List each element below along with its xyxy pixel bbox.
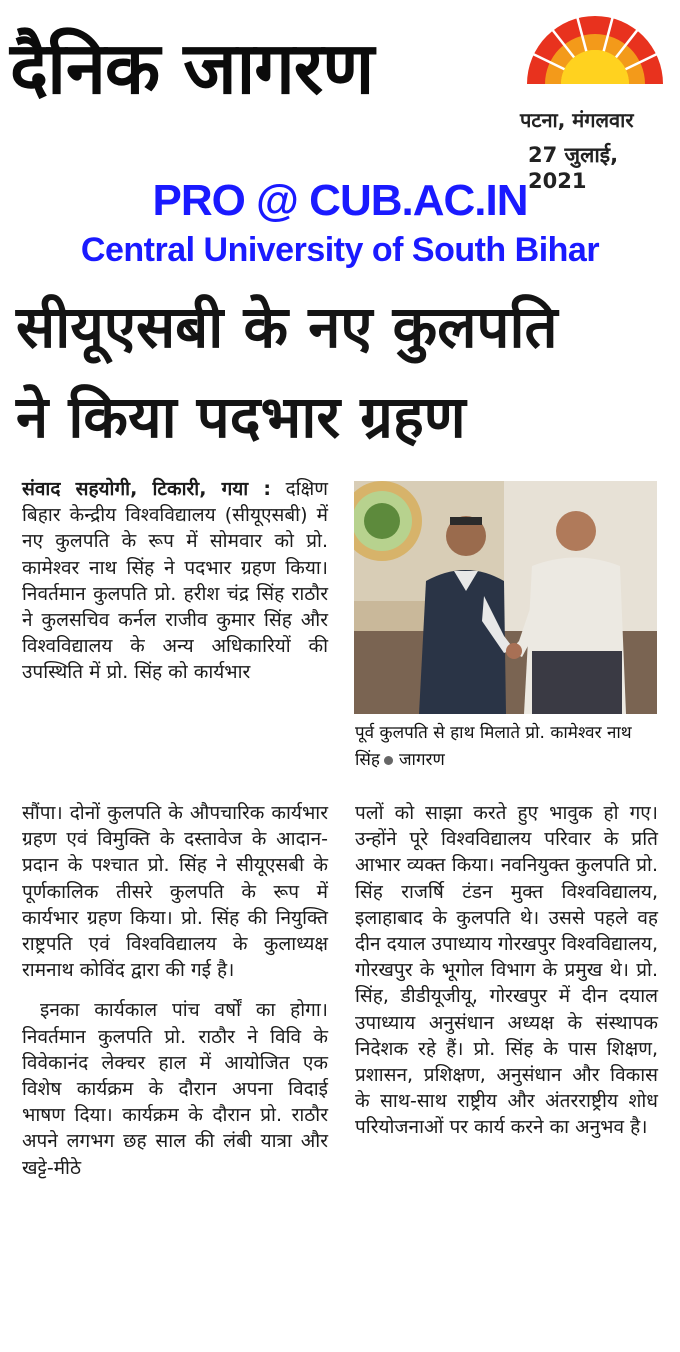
article-text: दक्षिण बिहार केन्द्रीय विश्वविद्यालय (सीयूएसबी) में नए कुलपति के रूप में सोमवार को प्रो. कामेश्वर नाथ सिंह ने पदभार ग्रहण किया। निवर्तमान कुलपति प्रो. हरीश चंद्र सिंह राठौर ने कुलसचिव कर्नल राजीव कुमार सिंह और विश्वविद्यालय के अन्य अधिकारियों की उपस्थिति में प्रो. सिंह को कार्यभार [22, 478, 328, 684]
newspaper-title: दैनिक जागरण [10, 26, 374, 110]
article-headline [16, 282, 666, 462]
headline-line-1: सीयूएसबी के नए कुलपति [16, 293, 558, 361]
headline-line-2: ने किया पदभार ग्रहण [16, 383, 466, 451]
bullet-dot-icon [384, 756, 393, 765]
pro-email-banner: PRO @ CUB.AC.IN [152, 176, 528, 225]
article-paragraph: इनका कार्यकाल पांच वर्षों का होगा। निवर्तमान कुलपति प्रो. राठौर ने विवि के विवेकानंद लेक्चर हाल में आयोजित एक विशेष कार्यक्रम के दौरान अपना विदाई भाषण दिया। कार्यक्रम के दौरान प्रो. राठौर अपने लगभग छह साल की लंबी यात्रा और खट्टे-मीठे [22, 999, 328, 1179]
article-column-left-bottom [22, 800, 328, 1181]
university-name-banner: Central University of South Bihar [80, 231, 600, 269]
handshake-photo-illustration [354, 481, 657, 714]
article-column-left-top [22, 476, 328, 686]
photo-caption [355, 720, 660, 774]
photo-caption-text: पूर्व कुलपति से हाथ मिलाते प्रो. कामेश्वर नाथ सिंह [355, 723, 632, 770]
article-dateline: संवाद सहयोगी, टिकारी, गया : [22, 478, 272, 500]
article-column-right [355, 800, 658, 1141]
newspaper-masthead [0, 0, 680, 193]
article-photo [354, 481, 657, 714]
article-paragraph [22, 476, 328, 686]
photo-credit: जागरण [398, 750, 445, 770]
issue-date: 27 जुलाई, 2021 [528, 143, 619, 193]
rising-sun-logo [525, 14, 665, 86]
article-paragraph: पलों को साझा करते हुए भावुक हो गए। उन्होंने पूरे विश्वविद्यालय परिवार के प्रति आभार व्यक्त किया। नवनियुक्त कुलपति प्रो. सिंह राजर्षि टंडन मुक्त विश्वविद्यालय, इलाहाबाद के कुलपति थे। उससे पहले वह दीन दयाल उपाध्याय गोरखपुर विश्वविद्यालय, गोरखपुर के भूगोल विभाग के प्रमुख थे। प्रो. सिंह, डीडीयूजीयू, गोरखपुर में दीन दयाल उपाध्याय अनुसंधान अध्यक्ष के संस्थापक निदेशक रहे हैं। प्रो. सिंह के पास शिक्षण, प्रशासन, प्रशिक्षण, अनुसंधान और विकास के साथ-साथ राष्ट्रीय और अंतरराष्ट्रीय शोध परियोजनाओं पर कार्य करने का अनुभव है। [355, 802, 658, 1139]
article-paragraph: सौंपा। दोनों कुलपति के औपचारिक कार्यभार ग्रहण एवं विमुक्ति के दस्तावेज के आदान-प्रदान के पश्चात प्रो. सिंह ने सीयूएसबी के पूर्णकालिक तीसरे कुलपति के रूप में कार्यभार ग्रहण किया। प्रो. सिंह की नियुक्ति राष्ट्रपति एवं विश्वविद्यालय के कुलाध्यक्ष रामनाथ कोविंद द्वारा की गई है। [22, 802, 328, 982]
edition-place-day: पटना, मंगलवार [520, 108, 634, 132]
